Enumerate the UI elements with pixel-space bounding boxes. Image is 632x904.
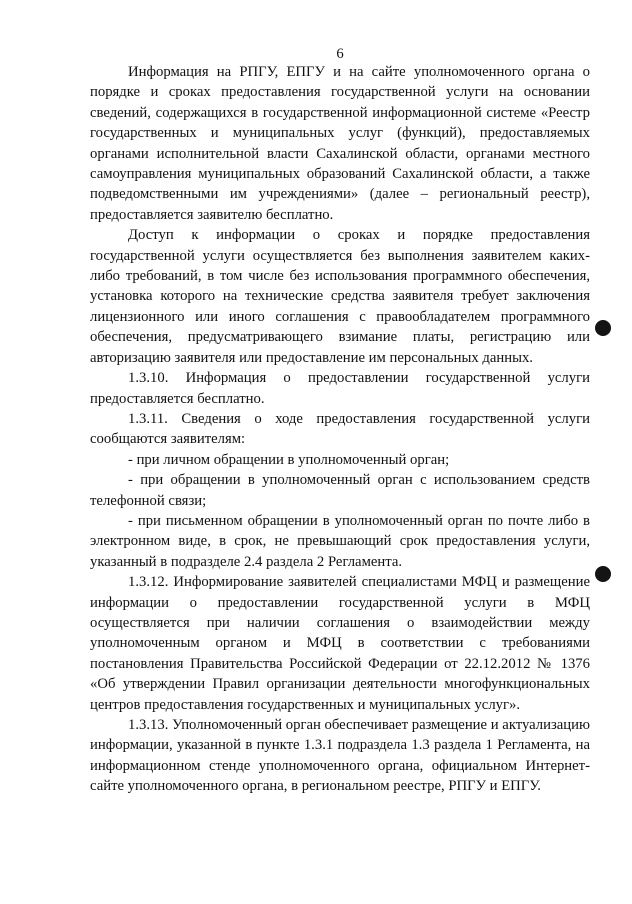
list-item-phone: - при обращении в уполномоченный орган с использованием средств телефонной связи; <box>90 472 590 509</box>
paragraph-1-3-10: 1.3.10. Информация о предоставлении государственной услуги предоставляется бесплатно. <box>90 370 590 407</box>
paragraph-access-to-info: Доступ к информации о сроках и порядке предоставления государственной услуги осуществляется без выполнения заявителем каких-либо требований, в том числе без использования программного обеспечения, установка которого на технические средства заявителя требует заключения лицензионного или иного соглашения с правообладателем программного обеспечения, предусматривающего взимание платы, регистрацию или авторизацию заявителя или предоставление им персональных данных. <box>90 227 590 366</box>
document-body <box>90 62 590 797</box>
page-number: 6 <box>336 46 344 62</box>
paragraph-1-3-11: 1.3.11. Сведения о ходе предоставления государственной услуги сообщаются заявителям: <box>90 410 590 448</box>
paragraph-1-3-13: 1.3.13. Уполномоченный орган обеспечивает размещение и актуализацию информации, указанной в пункте 1.3.1 подраздела 1.3 раздела 1 Регламента, на информационном стенде уполномоченного органа, официальном Интернет-сайте уполномоченного органа, в региональном реестре, РПГУ и ЕПГУ. <box>90 717 590 795</box>
list-item-written-request: - при письменном обращении в уполномоченный орган по почте либо в электронном виде, в срок, не превышающий срок предоставления услуги, указанный в подразделе 2.4 раздела 2 Регламента. <box>90 512 590 570</box>
list-item-personal-visit: - при личном обращении в уполномоченный орган; <box>128 451 450 468</box>
paragraph-info-availability: Информация на РПГУ, ЕПГУ и на сайте уполномоченного органа о порядке и сроках предоставления государственной услуги на основании сведений, содержащихся в государственной информационной системе «Реестр государственных и муниципальных услуг (функций), предоставляемых органами исполнительной власти Сахалинской области, органами местного самоуправления муниципальных образований Сахалинской области, а также подведомственными им учреждениями» (далее – региональный реестр), предоставляется заявителю бесплатно. <box>90 64 590 223</box>
paragraph-1-3-12: 1.3.12. Информирование заявителей специалистами МФЦ и размещение информации о предоставлении государственной услуги в МФЦ осуществляется при наличии соглашения о взаимодействии между уполномоченным органом и МФЦ в соответствии с требованиями постановления Правительства Российской Федерации от 22.12.2012 № 1376 «Об утверждении Правил организации деятельности многофункциональных центров предоставления государственных и муниципальных услуг». <box>90 574 590 713</box>
punch-hole-mark <box>595 566 611 582</box>
punch-hole-mark <box>595 320 611 336</box>
